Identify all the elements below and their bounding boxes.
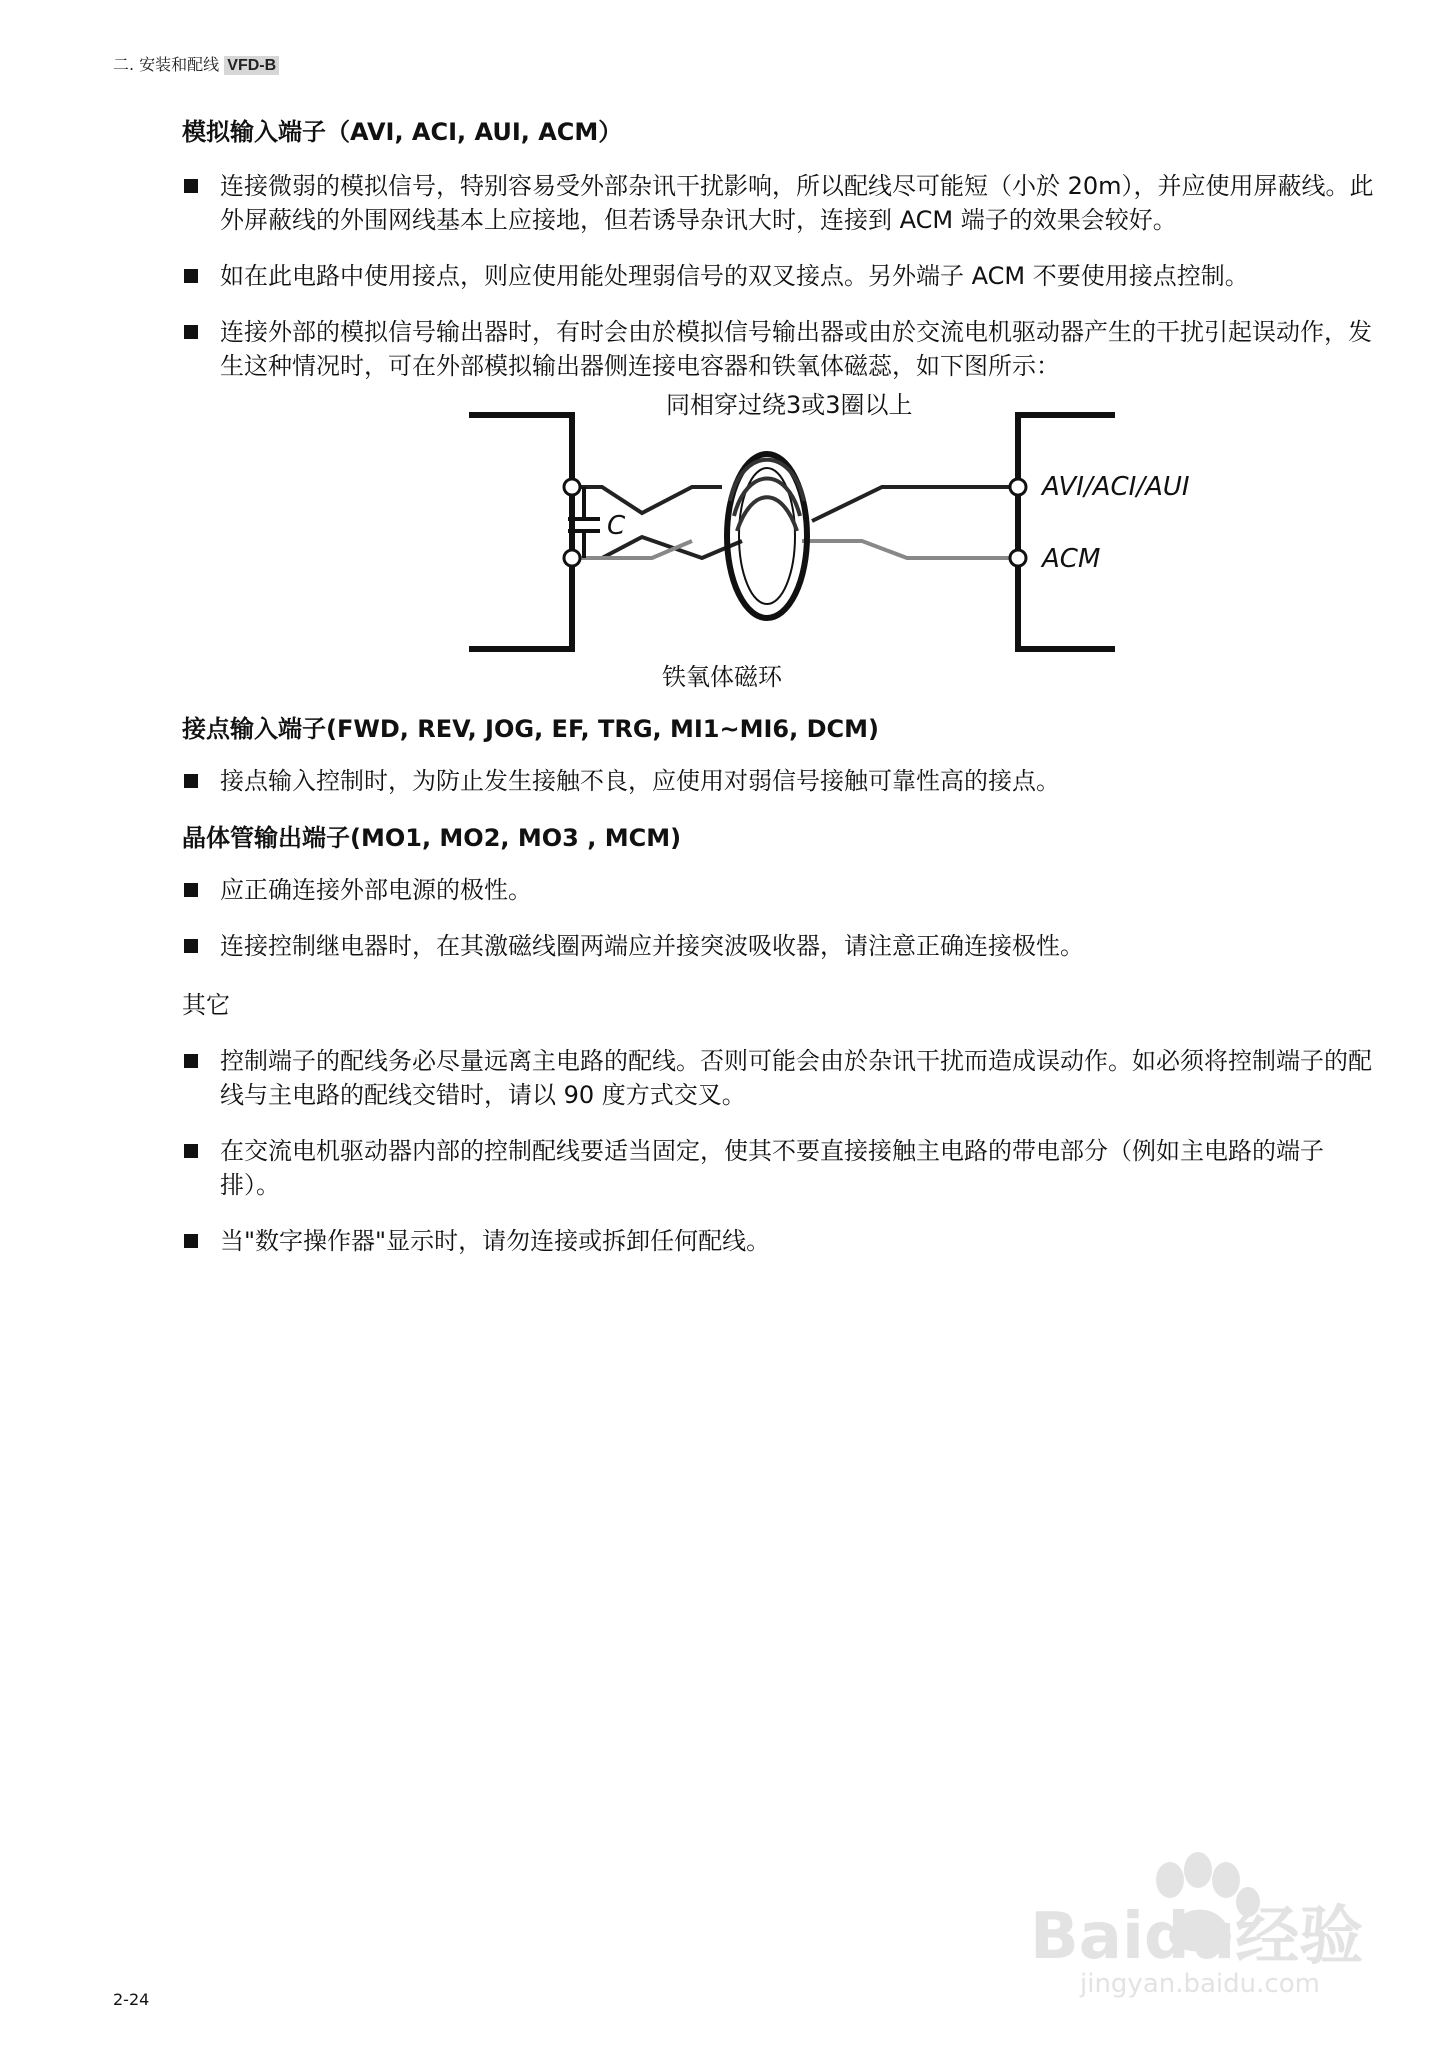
baidu-watermark (1020, 1840, 1380, 2000)
other-bullet-2 (182, 1134, 1382, 1202)
bullet-square-icon (184, 774, 198, 788)
terminal-dot-acm (1010, 550, 1026, 566)
page-content (182, 112, 1382, 1258)
baidu-paw-logo-icon (1020, 1840, 1380, 2000)
transistor-bullet-2 (182, 929, 1382, 963)
bullet-square-icon (184, 1144, 198, 1158)
bullet-text: 如在此电路中使用接点，则应使用能处理弱信号的双叉接点。另外端子 ACM 不要使用接点控制。 (220, 262, 1249, 290)
common-wire-grey-right (802, 541, 1018, 558)
bullet-square-icon (184, 269, 198, 283)
bullet-square-icon (184, 1234, 198, 1248)
terminal-label-avi: AVI/ACI/AUI (1042, 472, 1190, 502)
bullet-text: 控制端子的配线务必尽量远离主电路的配线。否则可能会由於杂讯干扰而造成误动作。如必须将控制端子的配线与主电路的配线交错时，请以 90 度方式交叉。 (220, 1047, 1372, 1109)
page-number: 2-24 (113, 1990, 150, 2009)
diagram-top-label: 同相穿过绕3或3圈以上 (666, 391, 913, 419)
other-bullet-1 (182, 1044, 1382, 1112)
bullet-text: 连接控制继电器时，在其激磁线圈两端应并接突波吸收器，请注意正确连接极性。 (220, 932, 1084, 960)
bullet-square-icon (184, 179, 198, 193)
capacitor-label: C (607, 511, 626, 541)
section-title-other: 其它 (182, 991, 230, 1019)
bullet-square-icon (184, 325, 198, 339)
analog-bullet-1 (182, 169, 1382, 237)
analog-bullet-2 (182, 259, 1382, 293)
section-title-contact: 接点输入端子(FWD, REV, JOG, EF, TRG, MI1~MI6, DCM) (182, 715, 879, 743)
left-bracket (472, 415, 572, 649)
terminal-dot-left-top (564, 479, 580, 495)
right-bracket (1018, 415, 1112, 649)
bullet-square-icon (184, 939, 198, 953)
terminal-dot-avi (1010, 479, 1026, 495)
ferrite-ring-diagram (182, 391, 1382, 701)
other-bullet-3 (182, 1224, 1382, 1258)
terminal-label-acm: ACM (1042, 544, 1101, 574)
model-badge: VFD-B (224, 56, 279, 75)
bullet-text: 在交流电机驱动器内部的控制配线要适当固定，使其不要直接接触主电路的带电部分（例如主电路的端子排）。 (220, 1137, 1324, 1199)
chapter-title: 二. 安装和配线 (113, 55, 220, 74)
bullet-square-icon (184, 1054, 198, 1068)
bullet-square-icon (184, 883, 198, 897)
analog-bullet-3 (182, 315, 1382, 383)
signal-wire-right (812, 487, 1018, 521)
wiring-diagram-svg (182, 391, 1382, 701)
terminal-dot-left-bottom (564, 550, 580, 566)
diagram-bottom-label: 铁氧体磁环 (662, 663, 782, 691)
bullet-text: 当"数字操作器"显示时，请勿连接或拆卸任何配线。 (220, 1227, 771, 1255)
bullet-text: 应正确连接外部电源的极性。 (220, 876, 532, 904)
bullet-text: 连接外部的模拟信号输出器时，有时会由於模拟信号输出器或由於交流电机驱动器产生的干扰引起误动作，发生这种情况时，可在外部模拟输出器侧连接电容器和铁氧体磁蕊，如下图所示： (220, 318, 1372, 380)
page-header (113, 52, 279, 75)
signal-wire-left (572, 487, 722, 513)
winding-3 (737, 497, 797, 531)
contact-bullet-1 (182, 764, 1382, 798)
bullet-text: 连接微弱的模拟信号，特别容易受外部杂讯干扰影响，所以配线尽可能短（小於 20m），并应使用屏蔽线。此外屏蔽线的外围网线基本上应接地，但若诱导杂讯大时，连接到 ACM 端子的效果会较好。 (220, 172, 1374, 234)
bullet-text: 接点输入控制时，为防止发生接触不良，应使用对弱信号接触可靠性高的接点。 (220, 767, 1060, 795)
watermark-url: jingyan.baidu.com (1080, 1969, 1320, 1999)
section-title-analog: 模拟输入端子（AVI, ACI, AUI, ACM） (182, 118, 623, 146)
transistor-bullet-1 (182, 873, 1382, 907)
section-title-transistor: 晶体管输出端子(MO1, MO2, MO3 , MCM) (182, 824, 682, 852)
watermark-brand: Baidu经验 (1030, 1900, 1364, 1974)
